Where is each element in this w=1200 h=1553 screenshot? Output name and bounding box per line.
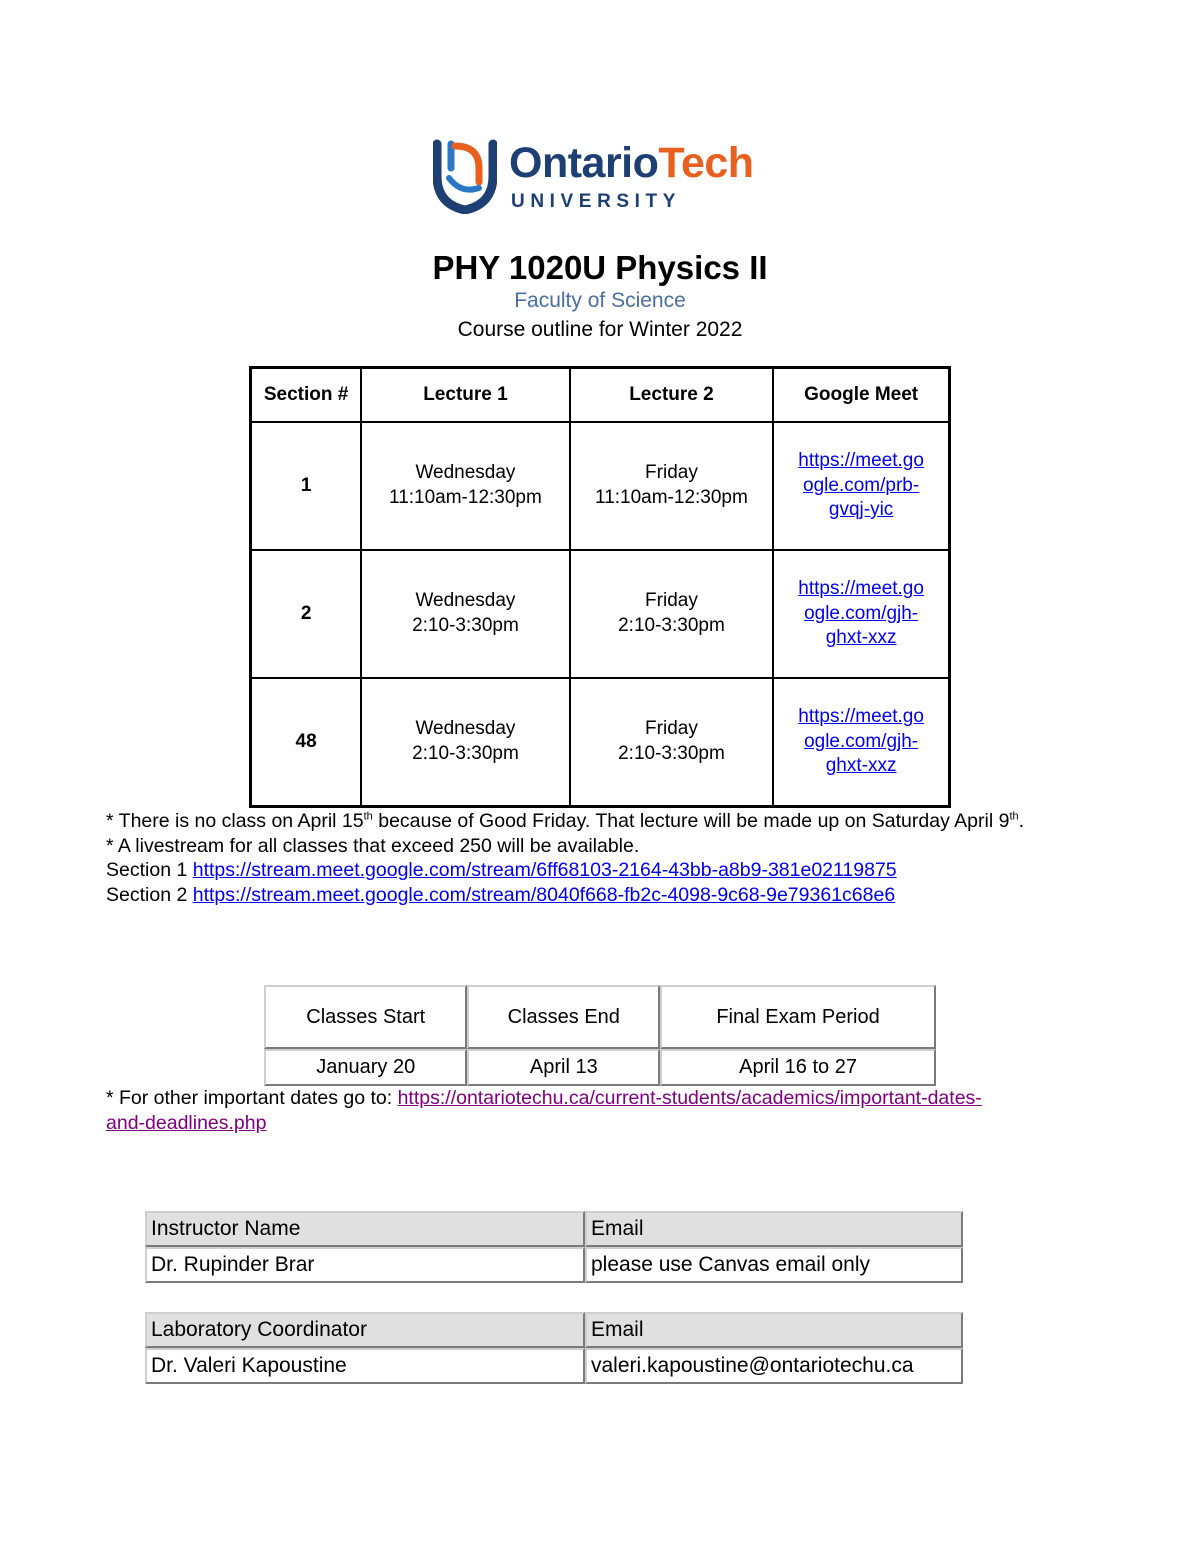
link-text: and-deadlines.php <box>106 1112 267 1134</box>
classes-end-date: April 13 <box>467 1049 660 1086</box>
header-final-exam-period: Final Exam Period <box>660 985 936 1049</box>
link-text: https://ontariotechu.ca/current-students/academics/important-dates- <box>397 1087 982 1109</box>
note-text: * There is no class on April 15 <box>106 810 364 832</box>
header-lecture-2: Lecture 2 <box>570 368 774 422</box>
header-google-meet: Google Meet <box>773 368 949 422</box>
header-lecture-1: Lecture 1 <box>361 368 569 422</box>
ordinal-suffix: th <box>363 810 373 823</box>
faculty-name: Faculty of Science <box>514 289 686 312</box>
lecture-time: 2:10-3:30pm <box>618 742 725 764</box>
link-text: ghxt-xxz <box>825 755 897 777</box>
table-row <box>251 422 950 550</box>
lecture-time: 11:10am-12:30pm <box>389 486 542 508</box>
final-exam-period-dates: April 16 to 27 <box>660 1049 936 1086</box>
table-row <box>251 678 950 807</box>
instructor-name: Dr. Rupinder Brar <box>145 1247 585 1283</box>
other-dates-line <box>106 1086 1106 1136</box>
note-text: . <box>1018 810 1025 832</box>
link-text: ogle.com/gjh- <box>804 602 919 624</box>
instructor-table <box>145 1211 963 1283</box>
section-2-stream-link[interactable]: https://stream.meet.google.com/stream/8040f668-fb2c-4098-9c68-9e79361c68e6 <box>192 883 896 906</box>
lecture-time: 2:10-3:30pm <box>412 742 519 764</box>
google-meet-link[interactable] <box>778 705 944 779</box>
google-meet-cell <box>773 678 949 807</box>
good-friday-note <box>106 809 1106 834</box>
ontario-tech-shield-icon <box>433 138 497 214</box>
lecture-time: 2:10-3:30pm <box>618 614 725 636</box>
link-text: ogle.com/prb- <box>803 474 920 496</box>
logo-wordmark <box>509 139 754 187</box>
lecture-day: Wednesday <box>415 718 516 740</box>
lab-coordinator-name: Dr. Valeri Kapoustine <box>145 1348 585 1384</box>
stream-label: Section 2 <box>106 883 193 906</box>
classes-start-date: January 20 <box>264 1049 467 1086</box>
lecture-1-cell <box>361 422 569 550</box>
course-title: PHY 1020U Physics II <box>432 249 768 286</box>
header-classes-end: Classes End <box>467 985 660 1049</box>
logo-word-tech: Tech <box>658 139 754 187</box>
google-meet-link[interactable] <box>778 449 944 523</box>
section-number: 1 <box>251 422 362 550</box>
lab-coordinator-table <box>145 1312 963 1384</box>
header-email: Email <box>585 1211 963 1247</box>
course-outline-term: Course outline for Winter 2022 <box>457 318 743 341</box>
header-classes-start: Classes Start <box>264 985 467 1049</box>
google-meet-cell <box>773 422 949 550</box>
stream-label: Section 1 <box>106 859 193 881</box>
lecture-day: Wednesday <box>415 462 516 484</box>
lab-coordinator-email: valeri.kapoustine@ontariotechu.ca <box>585 1348 963 1384</box>
header-instructor-name: Instructor Name <box>145 1211 585 1247</box>
google-meet-link[interactable] <box>778 577 944 651</box>
lecture-2-cell <box>570 550 774 678</box>
lecture-day: Friday <box>645 590 698 612</box>
header-section: Section # <box>251 368 362 422</box>
university-logo <box>433 138 773 218</box>
lecture-2-cell <box>570 422 774 550</box>
lecture-2-cell <box>570 678 774 807</box>
instructor-email: please use Canvas email only <box>585 1247 963 1283</box>
lecture-day: Wednesday <box>415 590 516 612</box>
link-text: ghxt-xxz <box>825 627 897 649</box>
link-text: https://meet.go <box>798 578 924 600</box>
logo-subtitle: UNIVERSITY <box>511 191 682 212</box>
section-number: 48 <box>251 678 362 807</box>
table-row <box>251 550 950 678</box>
header-email: Email <box>585 1312 963 1348</box>
lecture-1-cell <box>361 550 569 678</box>
lecture-day: Friday <box>645 718 698 740</box>
other-dates-label: * For other important dates go to: <box>106 1087 398 1109</box>
lecture-1-cell <box>361 678 569 807</box>
livestream-note: * A livestream for all classes that exceed 250 will be available. <box>106 834 640 857</box>
lecture-schedule-table <box>249 366 951 808</box>
google-meet-cell <box>773 550 949 678</box>
lecture-day: Friday <box>645 462 698 484</box>
logo-word-ontario: Ontario <box>509 139 659 187</box>
lab-row <box>145 1348 963 1384</box>
header-lab-coordinator: Laboratory Coordinator <box>145 1312 585 1348</box>
section-number: 2 <box>251 550 362 678</box>
link-text: ogle.com/gjh- <box>804 730 919 752</box>
other-dates-note <box>106 1086 1106 1136</box>
section-1-stream <box>106 858 1106 883</box>
ordinal-suffix: th <box>1009 810 1019 823</box>
term-dates-table <box>264 985 936 1086</box>
dates-values-row <box>264 1049 936 1086</box>
link-text: https://meet.go <box>798 450 924 471</box>
link-text: https://meet.go <box>798 706 924 728</box>
lecture-time: 2:10-3:30pm <box>412 614 519 636</box>
instructor-row <box>145 1247 963 1283</box>
lab-header-row <box>145 1312 963 1348</box>
section-1-stream-link[interactable]: https://stream.meet.google.com/stream/6ff68103-2164-43bb-a8b9-381e02119875 <box>192 859 897 881</box>
dates-header-row <box>264 985 936 1049</box>
instructor-header-row <box>145 1211 963 1247</box>
note-text: because of Good Friday. That lecture will be made up on Saturday April 9 <box>372 810 1010 832</box>
lecture-time: 11:10am-12:30pm <box>595 486 748 508</box>
schedule-notes <box>106 809 1106 907</box>
link-text: gvqj-yic <box>828 499 894 520</box>
schedule-header-row <box>251 368 950 422</box>
section-2-stream <box>106 883 1106 908</box>
